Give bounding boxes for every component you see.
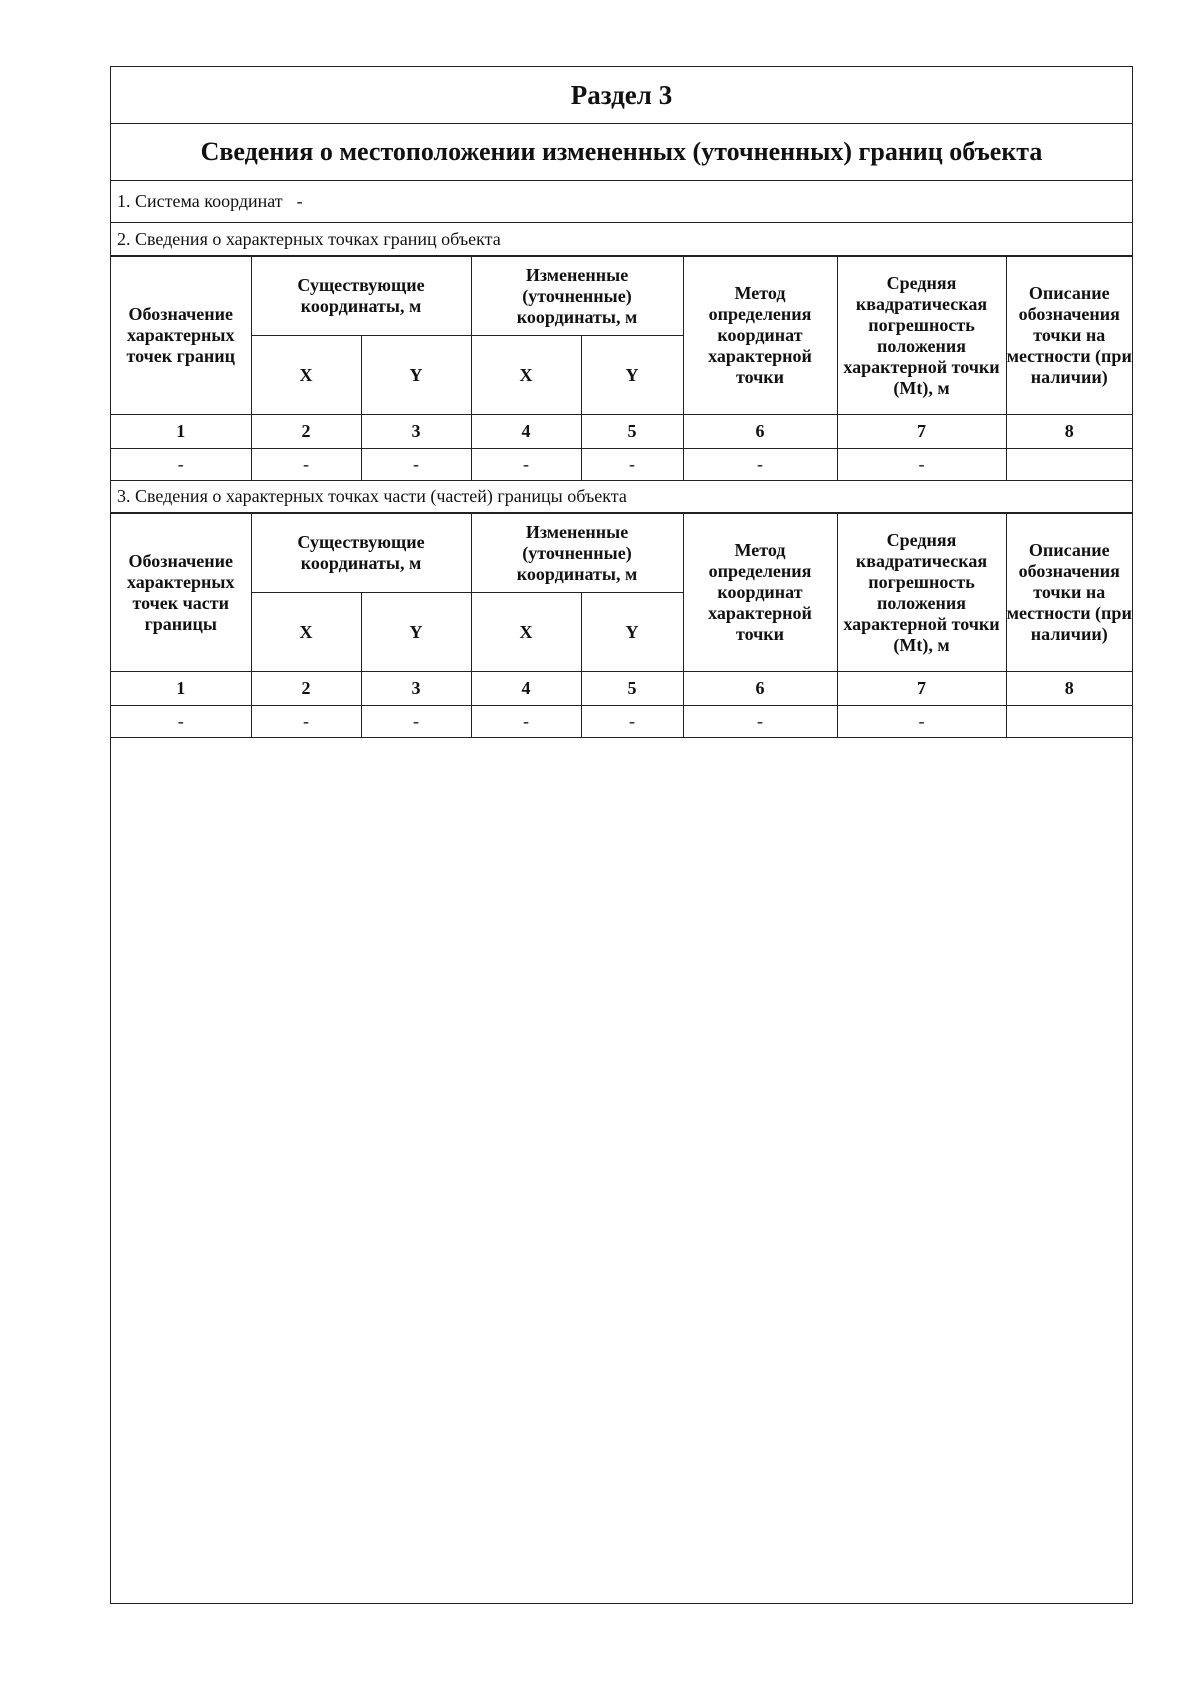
column-number: 6 — [683, 672, 837, 706]
header-x-changed: X — [471, 593, 581, 672]
part-points-table — [111, 513, 1132, 738]
header-changed-coordinates: Измененные (уточненные) координаты, м — [471, 257, 683, 336]
boundary-points-table — [111, 256, 1132, 481]
header-error: Средняя квадратическая погрешность положения характерной точки (Mt), м — [837, 514, 1006, 672]
header-y-existing: Y — [361, 593, 471, 672]
column-number: 2 — [251, 672, 361, 706]
table-cell: - — [111, 706, 251, 738]
header-error: Средняя квадратическая погрешность положения характерной точки (Mt), м — [837, 257, 1006, 415]
header-y-existing: Y — [361, 336, 471, 415]
table-cell — [1006, 449, 1132, 481]
table-cell: - — [471, 706, 581, 738]
column-number: 1 — [111, 672, 251, 706]
table-cell: - — [471, 449, 581, 481]
table-cell: - — [361, 706, 471, 738]
header-description: Описание обозначения точки на местности (при наличии) — [1006, 257, 1132, 415]
header-x-changed: X — [471, 336, 581, 415]
table-cell: - — [683, 706, 837, 738]
column-number: 4 — [471, 415, 581, 449]
table-cell: - — [683, 449, 837, 481]
column-number: 4 — [471, 672, 581, 706]
coordinate-system-value: - — [296, 191, 303, 211]
section-subtitle: Сведения о местоположении измененных (уточненных) границ объекта — [111, 124, 1132, 181]
table-row — [111, 706, 1132, 738]
header-description: Описание обозначения точки на местности (при наличии) — [1006, 514, 1132, 672]
coordinate-system-row — [111, 181, 1132, 223]
table-row — [111, 449, 1132, 481]
header-existing-coordinates: Существующие координаты, м — [251, 514, 471, 593]
header-y-changed: Y — [581, 336, 683, 415]
table-cell: - — [581, 449, 683, 481]
column-number-row — [111, 672, 1132, 706]
column-number: 7 — [837, 415, 1006, 449]
table-cell: - — [361, 449, 471, 481]
table-cell: - — [581, 706, 683, 738]
column-number: 2 — [251, 415, 361, 449]
table-cell: - — [251, 449, 361, 481]
column-number: 5 — [581, 672, 683, 706]
header-designation: Обозначение характерных точек части границы — [111, 514, 251, 672]
header-existing-coordinates: Существующие координаты, м — [251, 257, 471, 336]
part-points-heading: 3. Сведения о характерных точках части (частей) границы объекта — [111, 480, 1132, 513]
table-cell: - — [837, 706, 1006, 738]
section-frame — [110, 66, 1133, 1604]
column-number: 6 — [683, 415, 837, 449]
table-cell — [1006, 706, 1132, 738]
table-cell: - — [111, 449, 251, 481]
header-designation: Обозначение характерных точек границ — [111, 257, 251, 415]
header-method: Метод определения координат характерной точки — [683, 257, 837, 415]
section-title: Раздел 3 — [111, 67, 1132, 124]
header-x-existing: X — [251, 336, 361, 415]
column-number: 1 — [111, 415, 251, 449]
table-cell: - — [837, 449, 1006, 481]
header-y-changed: Y — [581, 593, 683, 672]
column-number: 3 — [361, 672, 471, 706]
column-number: 8 — [1006, 672, 1132, 706]
column-number: 3 — [361, 415, 471, 449]
coordinate-system-label: 1. Система координат — [117, 191, 283, 211]
column-number-row — [111, 415, 1132, 449]
table-cell: - — [251, 706, 361, 738]
boundary-points-heading: 2. Сведения о характерных точках границ объекта — [111, 223, 1132, 256]
column-number: 7 — [837, 672, 1006, 706]
header-method: Метод определения координат характерной точки — [683, 514, 837, 672]
header-changed-coordinates: Измененные (уточненные) координаты, м — [471, 514, 683, 593]
header-x-existing: X — [251, 593, 361, 672]
column-number: 5 — [581, 415, 683, 449]
column-number: 8 — [1006, 415, 1132, 449]
